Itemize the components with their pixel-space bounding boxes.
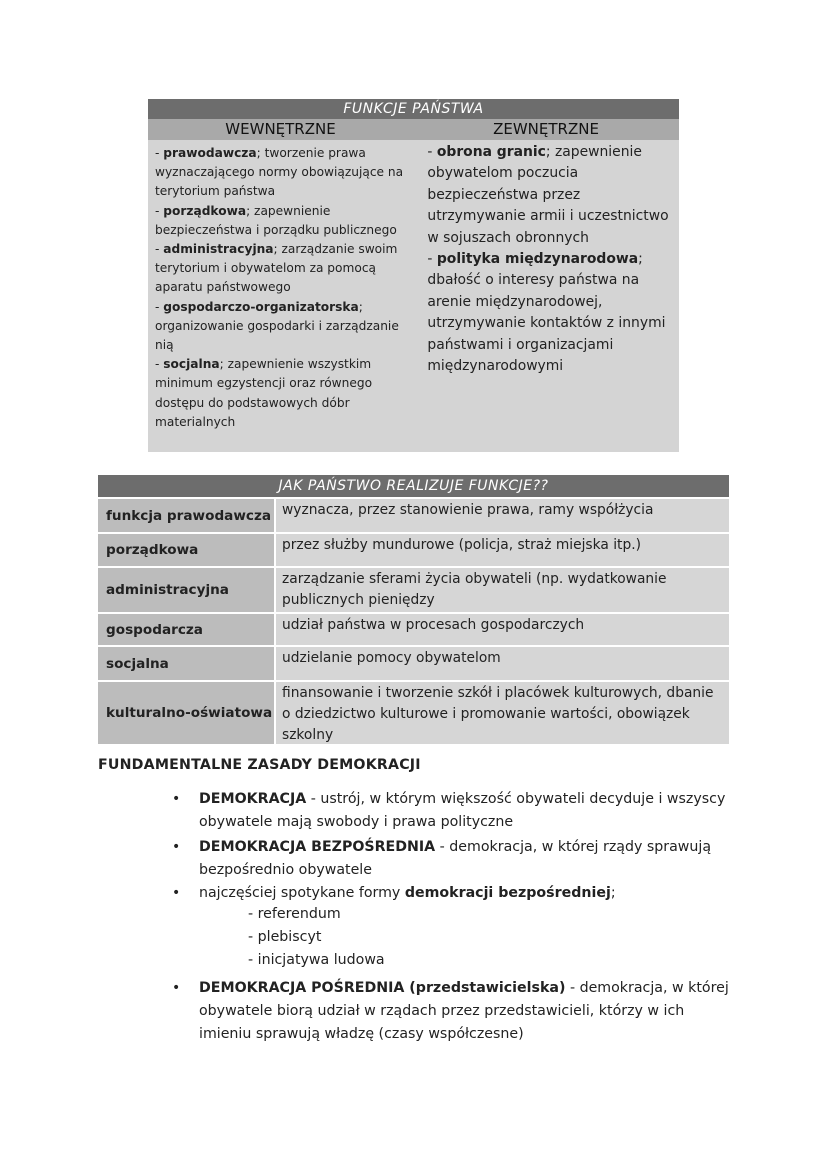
list-item: • DEMOKRACJA BEZPOŚREDNIA - demokracja, w której rządy sprawują bezpośrednio obywatele [172,836,732,882]
list-item: • DEMOKRACJA - ustrój, w którym większość obywateli decyduje i wszyscy obywatele mają swobody i prawa polityczne [172,788,732,834]
list-item: • DEMOKRACJA POŚREDNIA (przedstawicielska) - demokracja, w której obywatele biorą udział w rządach przez przedstawicieli, którzy w ich imieniu sprawują władzę (czasy współczesne) [172,977,732,1046]
row-key: socjalna [98,647,276,680]
internal-function-item: - gospodarczo-organizatorska; organizowanie gospodarki i zarządzanie nią [155,299,399,353]
functions-table-header [148,119,679,140]
section-heading: FUNDAMENTALNE ZASADY DEMOKRACJI [98,757,421,773]
internal-function-item: - socjalna; zapewnienie wszystkim minimum egzystencji oraz równego dostępu do podstawowych dóbr materialnych [155,357,373,429]
functions-table [148,99,679,452]
row-value: zarządzanie sferami życia obywateli (np. wydatkowanie publicznych pieniędzy [276,568,729,612]
row-value: udzielanie pomocy obywatelom [276,647,729,680]
functions-table-body [148,140,679,452]
row-value: wyznacza, przez stanowienie prawa, ramy współżycia [276,499,729,532]
table-row [98,497,729,532]
row-value: finansowanie i tworzenie szkół i placówek kulturowych, dbanie o dziedzictwo kulturowe i promowanie wartości, obowiązek szkolny [276,682,729,744]
row-key: gospodarcza [98,614,276,645]
realization-table [98,475,729,744]
sub-list-item: - plebiscyt [248,929,322,945]
row-key: kulturalno-oświatowa [98,682,276,744]
bullet-icon: • [172,885,181,901]
external-functions-column [421,140,679,452]
bullet-icon: • [172,791,181,807]
list-item: • najczęściej spotykane formy demokracji bezpośredniej; [172,882,732,905]
external-function-item: - polityka międzynarodowa; dbałość o interesy państwa na arenie międzynarodowej, utrzymywanie kontaktów z innymi państwami i organizacjami międzynarodowymi [427,251,666,375]
external-header: ZEWNĘTRZNE [493,120,599,138]
sub-list-item: - inicjatywa ludowa [248,952,385,968]
bullet-icon: • [172,980,181,996]
table-row [98,612,729,645]
table-row [98,566,729,612]
bullet-icon: • [172,839,181,855]
row-key: porządkowa [98,534,276,566]
table-row [98,645,729,680]
row-key: funkcja prawodawcza [98,499,276,532]
external-function-item: - obrona granic; zapewnienie obywatelom poczucia bezpieczeństwa przez utrzymywanie armii i uczestnictwo w sojuszach obronnych [427,144,669,246]
table-row [98,532,729,566]
table-row [98,680,729,744]
row-value: udział państwa w procesach gospodarczych [276,614,729,645]
functions-table-title: FUNKCJE PAŃSTWA [148,99,679,119]
internal-function-item: - porządkowa; zapewnienie bezpieczeństwa i porządku publicznego [155,203,397,237]
internal-function-item: - administracyjna; zarządzanie swoim terytorium i obywatelom za pomocą aparatu państwowego [155,242,398,295]
internal-header: WEWNĘTRZNE [225,120,336,138]
sub-list-item: - referendum [248,906,341,922]
row-value: przez służby mundurowe (policja, straż miejska itp.) [276,534,729,566]
internal-function-item: - prawodawcza; tworzenie prawa wyznaczającego normy obowiązujące na terytorium państwa [155,146,404,199]
internal-functions-column [148,140,421,452]
realization-table-title: JAK PAŃSTWO REALIZUJE FUNKCJE?? [98,475,729,497]
row-key: administracyjna [98,568,276,612]
